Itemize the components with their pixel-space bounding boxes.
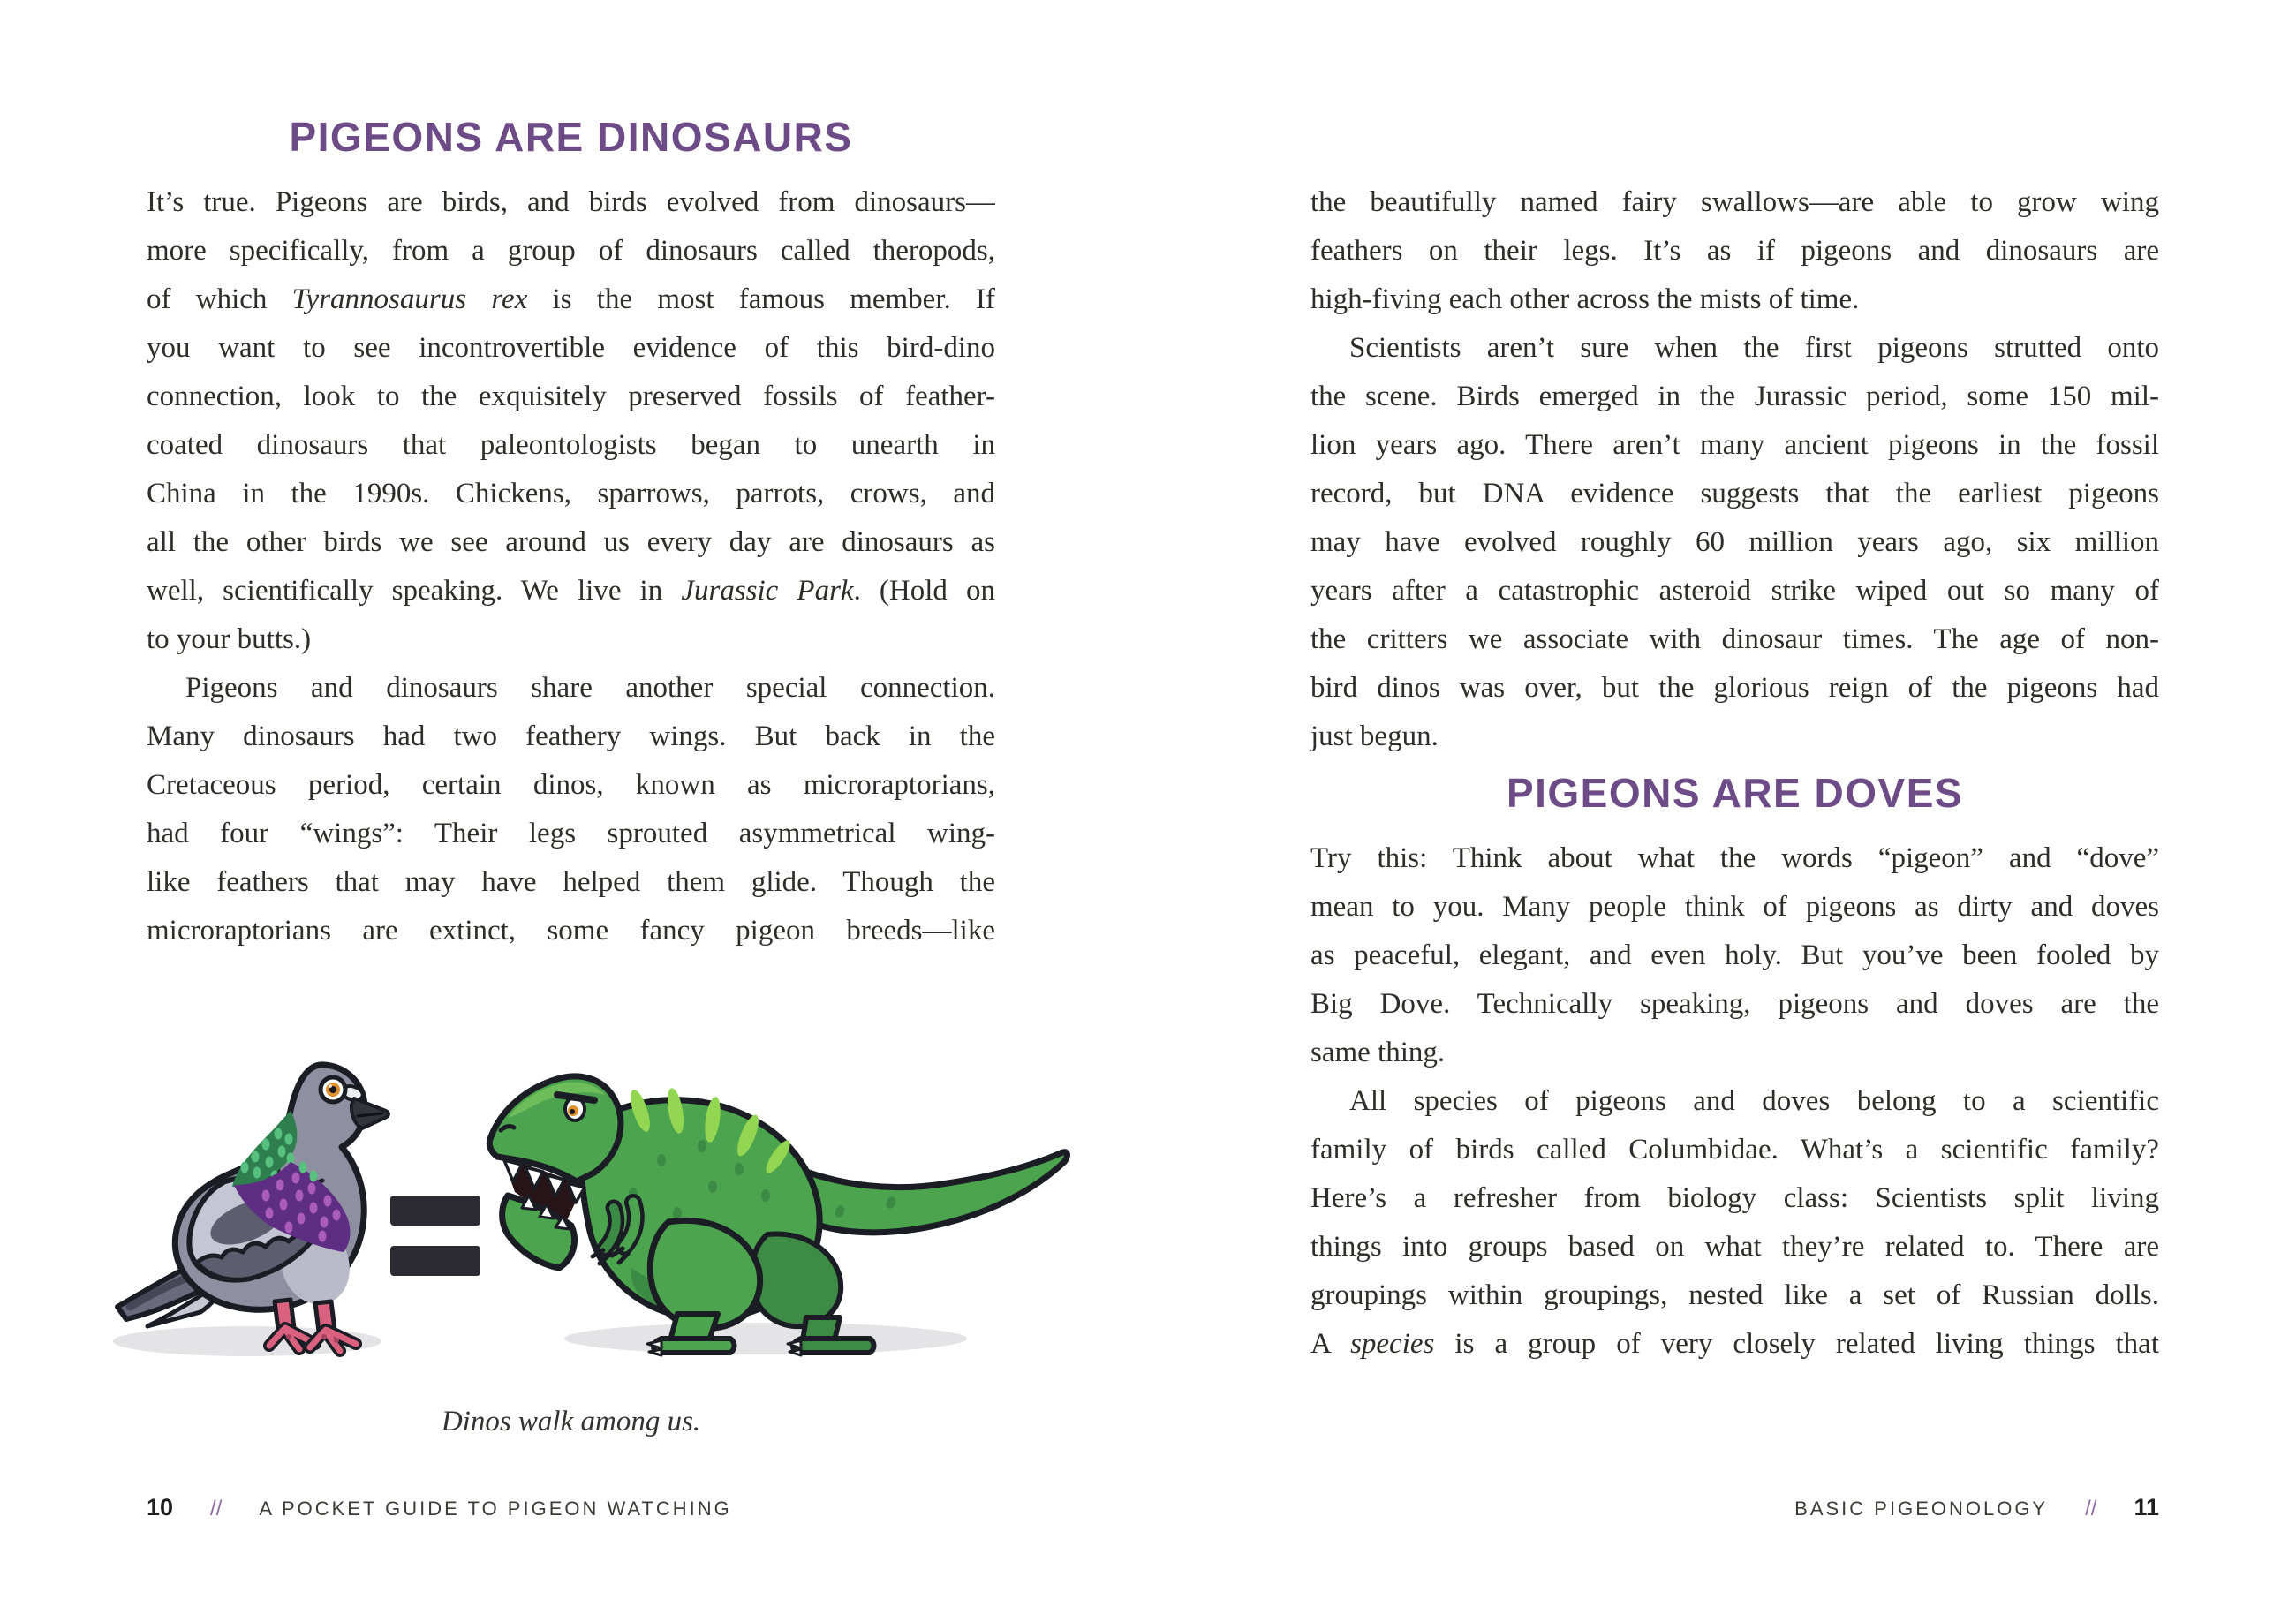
body-text-line: same thing.: [1310, 1037, 1446, 1068]
body-text-line: had four “wings”: Their legs sprouted asymmetrical wing-: [147, 818, 995, 849]
illustration-caption: Dinos walk among us.: [441, 1406, 701, 1437]
body-text-line: the beautifully named fairy swallows—are able to grow wing: [1310, 186, 2159, 218]
section-heading-pigeons-are-doves: PIGEONS ARE DOVES: [1506, 770, 1964, 816]
body-text-line: China in the 1990s. Chickens, sparrows, parrots, crows, and: [147, 478, 995, 509]
body-text-line: Try this: Think about what the words “pigeon” and “dove”: [1310, 842, 2159, 874]
body-text-line: family of birds called Columbidae. What’s a scientific family?: [1310, 1134, 2159, 1166]
body-text-line: may have evolved roughly 60 million years ago, six million: [1310, 526, 2159, 558]
body-text-line: Pigeons and dinosaurs share another special connection.: [185, 672, 995, 704]
body-text-line: feathers on their legs. It’s as if pigeons and dinosaurs are: [1310, 235, 2159, 267]
body-text-line: connection, look to the exquisitely preserved fossils of feather-: [147, 381, 995, 412]
body-text-line: Many dinosaurs had two feathery wings. But back in the: [147, 721, 995, 752]
body-text-line: Scientists aren’t sure when the first pigeons strutted onto: [1349, 332, 2159, 364]
body-text-line: Big Dove. Technically speaking, pigeons and doves are the: [1310, 988, 2159, 1020]
body-text-line: high-fiving each other across the mists of time.: [1310, 283, 1860, 315]
body-text-line: Cretaceous period, certain dinos, known as microraptorians,: [147, 769, 995, 801]
body-text-line: to your butts.): [147, 623, 312, 655]
body-text-line: well, scientifically speaking. We live in Jurassic Park. (Hold on: [147, 575, 995, 607]
section-heading-pigeons-are-dinosaurs: PIGEONS ARE DINOSAURS: [289, 114, 853, 160]
equals-icon: [390, 1196, 480, 1276]
body-text-line: more specifically, from a group of dinosaurs called theropods,: [147, 235, 995, 267]
body-text-line: groupings within groupings, nested like a set of Russian dolls.: [1310, 1279, 2159, 1311]
page-number-right: 11: [2134, 1494, 2159, 1520]
body-text-line: the critters we associate with dinosaur times. The age of non-: [1310, 623, 2159, 655]
body-text-line: record, but DNA evidence suggests that the earliest pigeons: [1310, 478, 2159, 509]
pigeon-icon: [117, 1065, 389, 1351]
body-text-line: as peaceful, elegant, and even holy. But you’ve been fooled by: [1310, 939, 2159, 971]
footer-separator-left: //: [210, 1497, 223, 1520]
body-text-line: microraptorians are extinct, some fancy pigeon breeds—like: [147, 915, 995, 947]
running-title-right: BASIC PIGEONOLOGY: [1794, 1498, 2049, 1520]
body-text-line: years after a catastrophic asteroid strike wiped out so many of: [1310, 575, 2159, 607]
body-text-line: just begun.: [1310, 721, 1439, 752]
body-text-line: things into groups based on what they’re related to. There are: [1310, 1231, 2159, 1263]
trex-shadow: [564, 1323, 967, 1354]
right-page-body-bottom: [1310, 834, 2159, 1369]
body-text-line: you want to see incontrovertible evidence of this bird-dino: [147, 332, 995, 364]
body-text-line: like feathers that may have helped them glide. Though the: [147, 866, 995, 898]
pigeon-equals-trex-illustration: [93, 1052, 1099, 1369]
left-page-body: [147, 178, 995, 955]
page-number-left: 10: [147, 1494, 174, 1520]
body-text-line: A species is a group of very closely related living things that: [1310, 1328, 2159, 1360]
body-text-line: All species of pigeons and doves belong to a scientific: [1349, 1085, 2159, 1117]
footer-separator-right: //: [2085, 1497, 2097, 1520]
right-footer: [1310, 1494, 2159, 1521]
body-text-line: mean to you. Many people think of pigeons as dirty and doves: [1310, 891, 2159, 923]
body-text-line: It’s true. Pigeons are birds, and birds evolved from dinosaurs—: [147, 186, 995, 218]
pigeon-eye: [321, 1077, 345, 1102]
body-text-line: Here’s a refresher from biology class: Scientists split living: [1310, 1182, 2159, 1214]
left-page: [147, 0, 995, 1607]
body-text-line: of which Tyrannosaurus rex is the most famous member. If: [147, 283, 995, 315]
right-page-body-top: [1310, 178, 2159, 761]
running-title-left: A POCKET GUIDE TO PIGEON WATCHING: [259, 1498, 732, 1520]
right-page: [1310, 0, 2159, 1607]
trex-icon: [489, 1076, 1067, 1355]
body-text-line: the scene. Birds emerged in the Jurassic period, some 150 mil-: [1310, 381, 2159, 412]
body-text-line: coated dinosaurs that paleontologists began to unearth in: [147, 429, 995, 461]
left-footer: [147, 1494, 995, 1521]
body-text-line: lion years ago. There aren’t many ancient pigeons in the fossil: [1310, 429, 2159, 461]
body-text-line: all the other birds we see around us every day are dinosaurs as: [147, 526, 995, 558]
body-text-line: bird dinos was over, but the glorious reign of the pigeons had: [1310, 672, 2159, 704]
